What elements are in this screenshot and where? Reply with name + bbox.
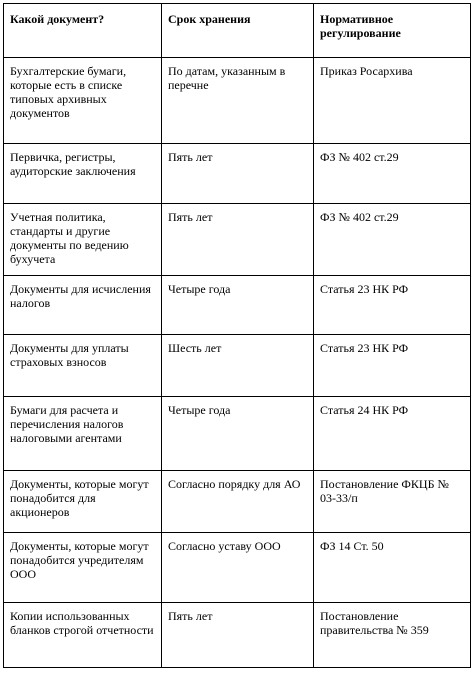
cell-regulation: Постановление ФКЦБ № 03-33/п <box>314 471 471 533</box>
cell-regulation: Постановление правительства № 359 <box>314 603 471 668</box>
table-row <box>4 471 471 533</box>
cell-storage-period: Пять лет <box>162 204 314 276</box>
table-header-row <box>4 4 471 58</box>
cell-storage-period: Четыре года <box>162 397 314 471</box>
cell-regulation: ФЗ № 402 ст.29 <box>314 144 471 204</box>
cell-storage-period: Согласно порядку для АО <box>162 471 314 533</box>
cell-storage-period: Шесть лет <box>162 335 314 397</box>
table-row <box>4 144 471 204</box>
cell-regulation: ФЗ 14 Ст. 50 <box>314 533 471 603</box>
cell-regulation: ФЗ № 402 ст.29 <box>314 204 471 276</box>
table-row <box>4 533 471 603</box>
cell-regulation: Статья 23 НК РФ <box>314 276 471 335</box>
table-row <box>4 276 471 335</box>
cell-storage-period: Согласно уставу ООО <box>162 533 314 603</box>
table-row <box>4 603 471 668</box>
table-row <box>4 397 471 471</box>
cell-document-type: Первичка, регистры, аудиторские заключения <box>4 144 162 204</box>
cell-document-type: Документы для уплаты страховых взносов <box>4 335 162 397</box>
table-row <box>4 58 471 144</box>
cell-document-type: Бухгалтерские бумаги, которые есть в списке типовых архивных документов <box>4 58 162 144</box>
cell-document-type: Учетная политика, стандарты и другие документы по ведению бухучета <box>4 204 162 276</box>
cell-regulation: Приказ Росархива <box>314 58 471 144</box>
header-regulation: Нормативное регулирование <box>314 4 471 58</box>
cell-storage-period: По датам, указанным в перечне <box>162 58 314 144</box>
cell-storage-period: Четыре года <box>162 276 314 335</box>
cell-document-type: Документы для исчисления налогов <box>4 276 162 335</box>
cell-regulation: Статья 23 НК РФ <box>314 335 471 397</box>
cell-document-type: Документы, которые могут понадобится учредителям ООО <box>4 533 162 603</box>
table-row <box>4 335 471 397</box>
storage-periods-table <box>3 3 471 668</box>
cell-document-type: Бумаги для расчета и перечисления налогов налоговыми агентами <box>4 397 162 471</box>
cell-document-type: Документы, которые могут понадобится для акционеров <box>4 471 162 533</box>
cell-storage-period: Пять лет <box>162 144 314 204</box>
cell-storage-period: Пять лет <box>162 603 314 668</box>
cell-document-type: Копии использованных бланков строгой отчетности <box>4 603 162 668</box>
header-storage-period: Срок хранения <box>162 4 314 58</box>
cell-regulation: Статья 24 НК РФ <box>314 397 471 471</box>
header-document-type: Какой документ? <box>4 4 162 58</box>
table-row <box>4 204 471 276</box>
